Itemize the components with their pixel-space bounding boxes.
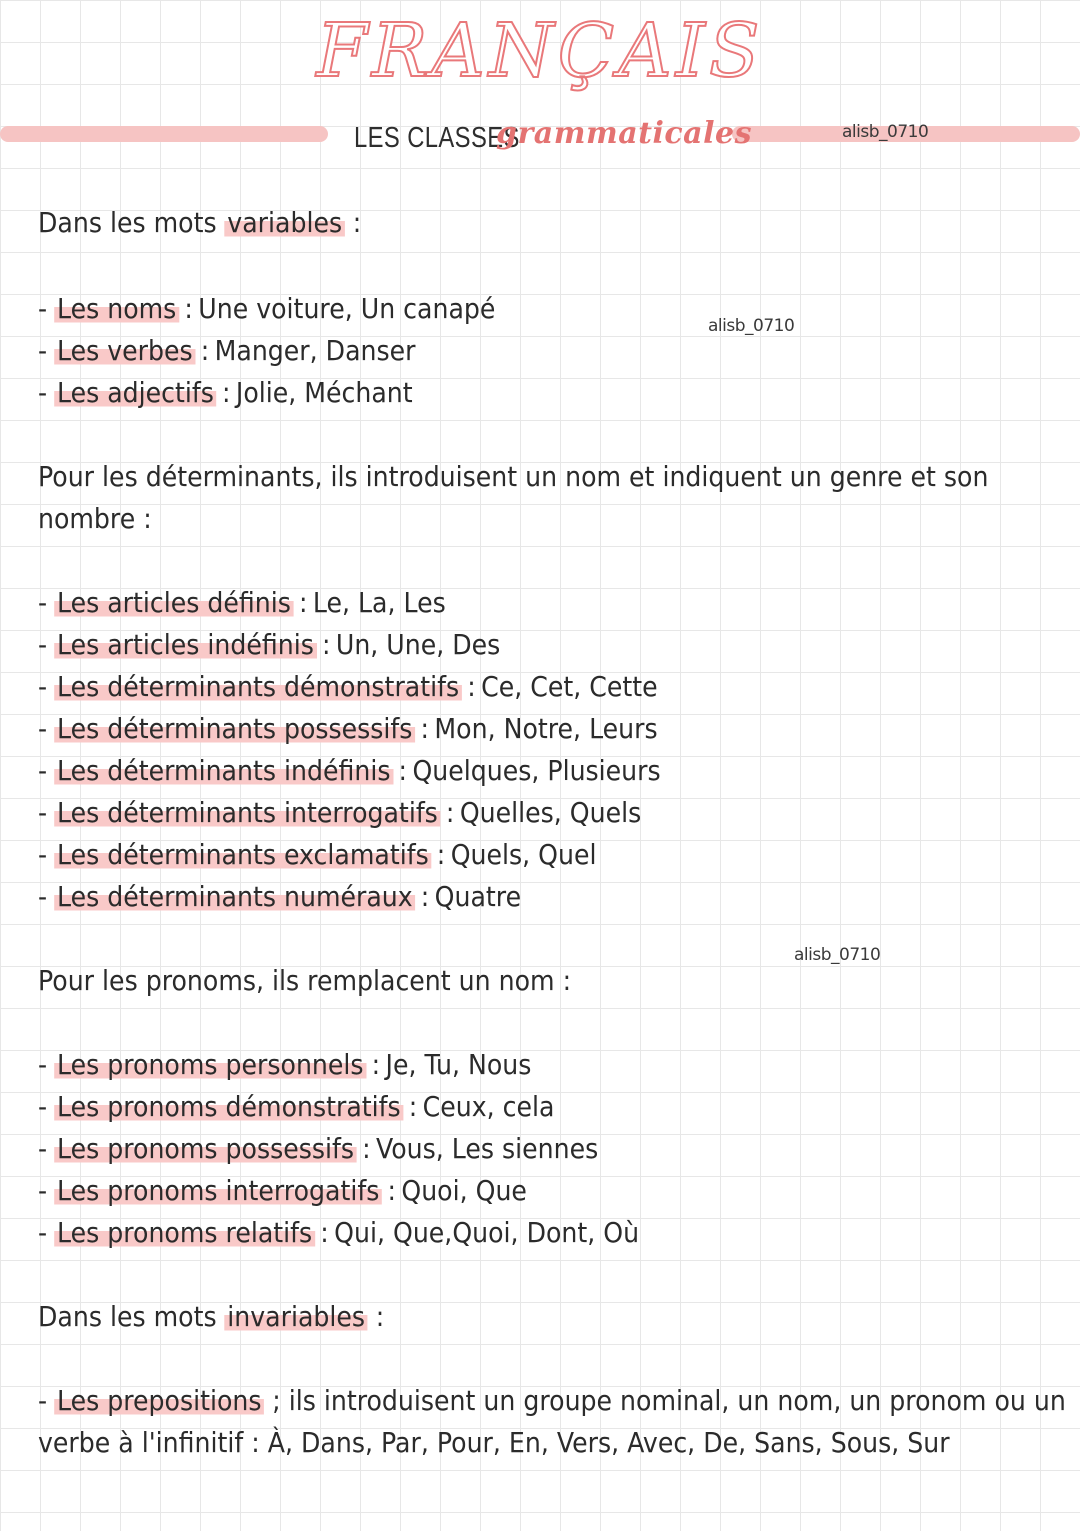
item-label: Les déterminants numéraux [54, 880, 415, 913]
determinants-intro-line1: Pour les déterminants, ils introduisent un nom et indiquent un genre et son [38, 460, 989, 493]
watermark: alisb_0710 [842, 122, 929, 142]
item-label: Les pronoms interrogatifs [54, 1174, 382, 1207]
page-title: FRANÇAIS [316, 8, 764, 94]
item-label: Les déterminants indéfinis [54, 754, 393, 787]
item-label: Les articles indéfinis [54, 628, 316, 661]
list-item: - Les verbes : Manger, Danser [38, 334, 416, 367]
invariables-heading: Dans les mots invariables : [38, 1300, 385, 1333]
item-value: Mon, Notre, Leurs [434, 712, 658, 745]
variables-heading: Dans les mots variables : [38, 206, 362, 239]
pronoms-intro: Pour les pronoms, ils remplacent un nom : [38, 964, 572, 997]
item-value: Qui, Que,Quoi, Dont, Où [334, 1216, 640, 1249]
header-band-left [0, 126, 328, 142]
item-value: Ce, Cet, Cette [481, 670, 658, 703]
item-label: Les déterminants interrogatifs [54, 796, 440, 829]
list-item: - Les articles définis : Le, La, Les [38, 586, 446, 619]
subtitle-fancy: grammaticales [496, 116, 752, 151]
prepositions-examples: verbe à l'infinitif : À, Dans, Par, Pour, En, Vers, Avec, De, Sans, Sous, Sur [38, 1426, 950, 1459]
prepositions-description: ; ils introduisent un groupe nominal, un nom, un pronom ou un [272, 1384, 1066, 1417]
list-item: - Les déterminants numéraux : Quatre [38, 880, 522, 913]
item-label: Les déterminants possessifs [54, 712, 415, 745]
list-item: - Les déterminants interrogatifs : Quelles, Quels [38, 796, 642, 829]
watermark: alisb_0710 [794, 945, 881, 965]
item-value: Un, Une, Des [335, 628, 501, 661]
item-label: Les pronoms démonstratifs [54, 1090, 403, 1123]
list-item: - Les pronoms relatifs : Qui, Que,Quoi, Dont, Où [38, 1216, 640, 1249]
list-item: - Les déterminants démonstratifs : Ce, Cet, Cette [38, 670, 658, 703]
list-item: - Les articles indéfinis : Un, Une, Des [38, 628, 501, 661]
item-value: Le, La, Les [312, 586, 446, 619]
item-label: Les pronoms possessifs [54, 1132, 356, 1165]
item-value: Quelles, Quels [459, 796, 642, 829]
item-label: Les verbes [54, 334, 195, 367]
item-label: Les articles définis [54, 586, 293, 619]
item-value: Quelques, Plusieurs [412, 754, 661, 787]
item-value: Ceux, cela [422, 1090, 555, 1123]
item-value: Vous, Les siennes [375, 1132, 599, 1165]
item-value: Quatre [434, 880, 522, 913]
item-label: Les déterminants exclamatifs [54, 838, 431, 871]
item-value: Je, Tu, Nous [385, 1048, 532, 1081]
list-item: - Les noms : Une voiture, Un canapé [38, 292, 496, 325]
highlight: variables [225, 206, 345, 239]
list-item: - Les prepositions ; ils introduisent un groupe nominal, un nom, un pronom ou un [38, 1384, 1066, 1417]
item-label: Les pronoms relatifs [54, 1216, 315, 1249]
list-item: - Les déterminants indéfinis : Quelques, Plusieurs [38, 754, 661, 787]
highlight: invariables [225, 1300, 368, 1333]
subtitle-plain: LES CLASSES [354, 122, 520, 154]
list-item: - Les pronoms démonstratifs : Ceux, cela [38, 1090, 555, 1123]
item-label: Les déterminants démonstratifs [54, 670, 462, 703]
list-item: - Les déterminants possessifs : Mon, Notre, Leurs [38, 712, 658, 745]
watermark: alisb_0710 [708, 316, 795, 336]
list-item: - Les pronoms personnels : Je, Tu, Nous [38, 1048, 532, 1081]
item-label: Les noms [54, 292, 179, 325]
item-value: Une voiture, Un canapé [198, 292, 496, 325]
item-value: Quoi, Que [401, 1174, 527, 1207]
list-item: - Les pronoms possessifs : Vous, Les siennes [38, 1132, 599, 1165]
list-item: - Les déterminants exclamatifs : Quels, Quel [38, 838, 597, 871]
item-label: Les pronoms personnels [54, 1048, 366, 1081]
item-value: Manger, Danser [214, 334, 416, 367]
item-value: Jolie, Méchant [235, 376, 413, 409]
list-item: - Les pronoms interrogatifs : Quoi, Que [38, 1174, 527, 1207]
list-item: - Les adjectifs : Jolie, Méchant [38, 376, 413, 409]
item-label: Les adjectifs [54, 376, 216, 409]
determinants-intro-line2: nombre : [38, 502, 152, 535]
item-label: Les prepositions [54, 1384, 264, 1417]
item-value: Quels, Quel [450, 838, 597, 871]
